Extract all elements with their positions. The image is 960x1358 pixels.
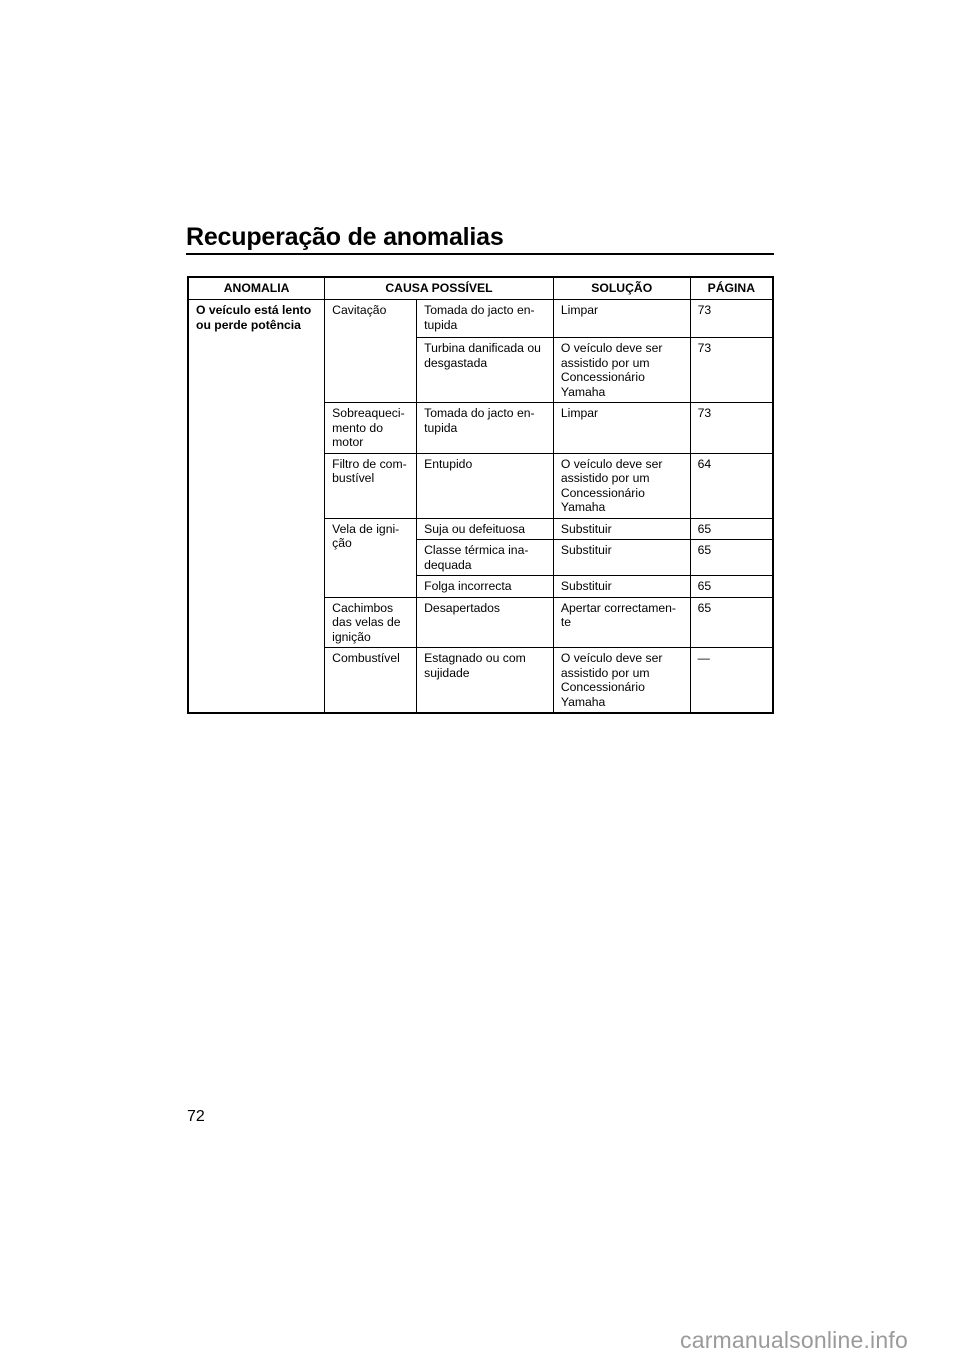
cause-cell: Cavitação: [325, 300, 417, 403]
header-anomaly: ANOMALIA: [188, 277, 325, 300]
solution-cell: Limpar: [553, 300, 690, 338]
page-cell: 65: [690, 576, 773, 598]
detail-cell: Tomada do jacto en-tupida: [417, 300, 554, 338]
page-title: Recuperação de anomalias: [186, 223, 504, 251]
detail-cell: Desapertados: [417, 597, 554, 648]
page-cell: 65: [690, 518, 773, 540]
solution-cell: O veículo deve ser assistido por um Concessionário Yamaha: [553, 453, 690, 518]
page-cell: 73: [690, 338, 773, 403]
solution-cell: Substituir: [553, 540, 690, 576]
solution-cell: Substituir: [553, 518, 690, 540]
header-cause: CAUSA POSSÍVEL: [325, 277, 554, 300]
solution-cell: O veículo deve ser assistido por um Concessionário Yamaha: [553, 338, 690, 403]
page-cell: —: [690, 648, 773, 714]
detail-cell: Classe térmica ina-dequada: [417, 540, 554, 576]
solution-cell: Apertar correctamen-te: [553, 597, 690, 648]
watermark: carmanualsonline.info: [680, 1327, 908, 1353]
cause-cell: Combustível: [325, 648, 417, 714]
table-header-row: [188, 277, 773, 300]
solution-cell: Limpar: [553, 403, 690, 454]
detail-cell: Estagnado ou com sujidade: [417, 648, 554, 714]
anomaly-cell: O veículo está lento ou perde potência: [188, 300, 325, 714]
troubleshooting-table: [187, 276, 774, 714]
title-underline: [186, 253, 774, 255]
page-cell: 73: [690, 300, 773, 338]
detail-cell: Folga incorrecta: [417, 576, 554, 598]
header-page: PÁGINA: [690, 277, 773, 300]
detail-cell: Entupido: [417, 453, 554, 518]
table-row: [188, 300, 773, 338]
page-cell: 65: [690, 597, 773, 648]
cause-cell: Sobreaqueci-mento do motor: [325, 403, 417, 454]
page-cell: 73: [690, 403, 773, 454]
solution-cell: Substituir: [553, 576, 690, 598]
cause-cell: Vela de igni-ção: [325, 518, 417, 597]
detail-cell: Turbina danificada ou desgastada: [417, 338, 554, 403]
detail-cell: Tomada do jacto en-tupida: [417, 403, 554, 454]
header-solution: SOLUÇÃO: [553, 277, 690, 300]
page-number: 72: [187, 1108, 205, 1125]
cause-cell: Cachimbos das velas de ignição: [325, 597, 417, 648]
page-cell: 64: [690, 453, 773, 518]
detail-cell: Suja ou defeituosa: [417, 518, 554, 540]
page-cell: 65: [690, 540, 773, 576]
solution-cell: O veículo deve ser assistido por um Concessionário Yamaha: [553, 648, 690, 714]
cause-cell: Filtro de com-bustível: [325, 453, 417, 518]
